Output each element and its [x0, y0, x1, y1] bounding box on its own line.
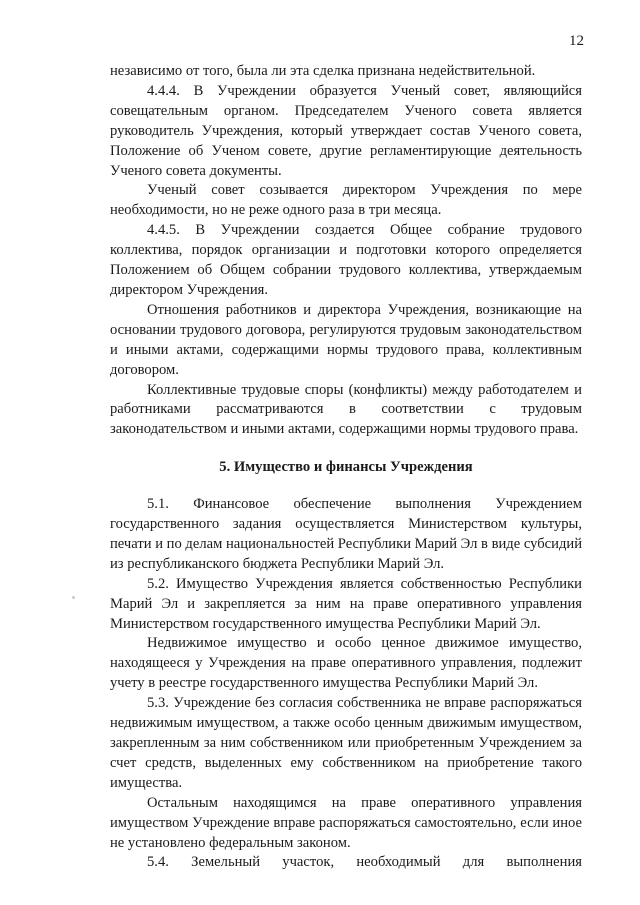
paragraph-5-1: 5.1. Финансовое обеспечение выполнения Учреждением государственного задания осуществляется Министерством культуры, печати и по делам национальностей Республики Марий Эл в виде субсидий из республиканского бюджета Республики Марий Эл.	[110, 496, 582, 572]
paragraph-5-2: 5.2. Имущество Учреждения является собственностью Республики Марий Эл и закрепляется за ним на праве оперативного управления Министерством государственного имущества Республики Марий Эл.	[110, 575, 582, 632]
paragraph-real-estate: Недвижимое имущество и особо ценное движимое имущество, находящееся у Учреждения на праве оперативного управления, подлежит учету в реестре государственного имущества Республики Марий Эл.	[110, 635, 582, 692]
paragraph-labor-disputes: Коллективные трудовые споры (конфликты) между работодателем и работниками рассматриваются в соответствии с трудовым законодательством и иными актами, содержащими нормы трудового права.	[110, 381, 582, 438]
section-heading: 5. Имущество и финансы Учреждения	[219, 459, 473, 476]
paragraph-academic-council: Ученый совет созывается директором Учреждения по мере необходимости, но не реже одного раза в три месяца.	[110, 182, 582, 219]
scan-speck	[72, 596, 75, 599]
paragraph-5-4: 5.4. Земельный участок, необходимый для выполнения	[147, 854, 582, 871]
document-body	[110, 62, 582, 873]
paragraph-other-property: Остальным находящимся на праве оперативного управления имуществом Учреждение вправе распоряжаться самостоятельно, если иное не установлено федеральным законом.	[110, 794, 582, 851]
paragraph-5-3: 5.3. Учреждение без согласия собственника не вправе распоряжаться недвижимым имуществом, а также особо ценным движимым имуществом, закрепленным за ним собственником или приобретенным Учреждением за счет средств, выделенных ему собственником на приобретение такого имущества.	[110, 695, 582, 791]
paragraph-4-4-5: 4.4.5. В Учреждении создается Общее собрание трудового коллектива, порядок организации и подготовки которого определяется Положением об Общем собрании трудового коллектива, утверждаемым директором Учреждения.	[110, 222, 582, 298]
paragraph-continuation: независимо от того, была ли эта сделка признана недействительной.	[110, 63, 536, 79]
page-number: 12	[569, 33, 584, 49]
paragraph-labor-relations: Отношения работников и директора Учреждения, возникающие на основании трудового договора, регулируются трудовым законодательством и иными актами, содержащими нормы трудового права, коллективным договором.	[110, 301, 582, 378]
paragraph-4-4-4: 4.4.4. В Учреждении образуется Ученый совет, являющийся совещательным органом. Председателем Ученого совета является руководитель Учреждения, который утверждает состав Ученого совета, Положение об Ученом совете, другие регламентирующие деятельность Ученого совета документы.	[110, 82, 582, 179]
